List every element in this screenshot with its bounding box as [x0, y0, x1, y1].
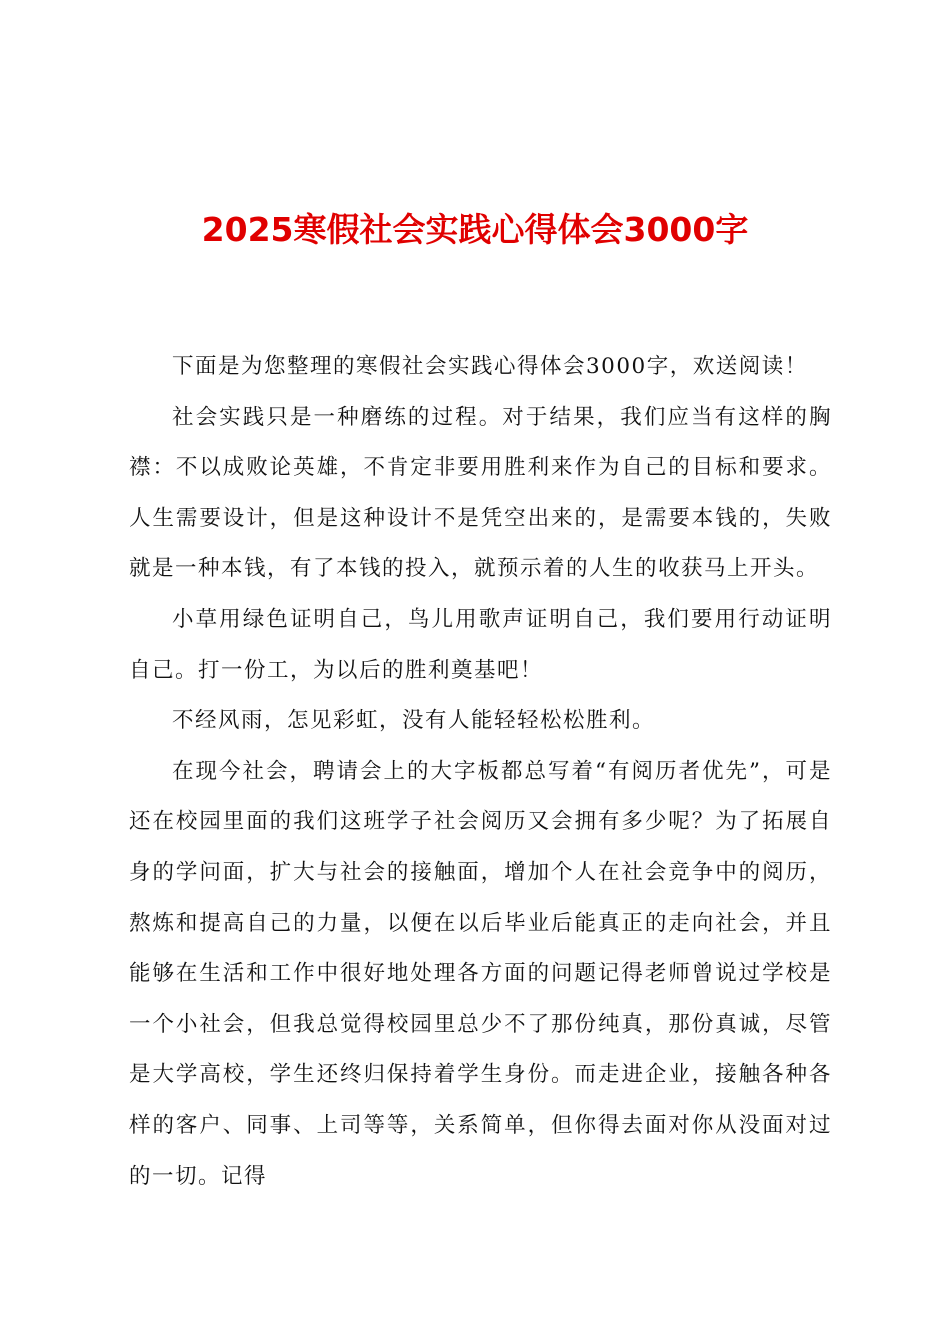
document-body [129, 342, 832, 1202]
paragraph-prove-yourself: 小草用绿色证明自己，鸟儿用歌声证明自己，我们要用行动证明自己。打一份工，为以后的胜利奠基吧！ [129, 606, 832, 683]
paragraph-experience: 在现今社会，聘请会上的大字板都总写着“有阅历者优先”，可是还在校园里面的我们这班学子社会阅历又会拥有多少呢？为了拓展自身的学问面，扩大与社会的接触面，增加个人在社会竞争中的阅历，熬炼和提高自己的力量，以便在以后毕业后能真正的走向社会，并且能够在生活和工作中很好地处理各方面的问题记得老师曾说过学校是一个小社会，但我总觉得校园里总少不了那份纯真，那份真诚，尽管是大学高校，学生还终归保持着学生身份。而走进企业，接触各种各样的客户、同事、上司等等，关系简单，但你得去面对你从没面对过的一切。记得 [129, 758, 832, 1189]
paragraph-intro: 下面是为您整理的寒假社会实践心得体会3000字，欢送阅读！ [172, 354, 808, 379]
paragraph-social-practice: 社会实践只是一种磨练的过程。对于结果，我们应当有这样的胸襟：不以成败论英雄，不肯定非要用胜利来作为自己的目标和要求。人生需要设计，但是这种设计不是凭空出来的，是需要本钱的，失败就是一种本钱，有了本钱的投入，就预示着的人生的收获马上开头。 [129, 404, 832, 582]
paragraph-no-rainbow: 不经风雨，怎见彩虹，没有人能轻轻松松胜利。 [172, 708, 656, 734]
document-title: 2025寒假社会实践心得体会3000字 [201, 210, 749, 249]
